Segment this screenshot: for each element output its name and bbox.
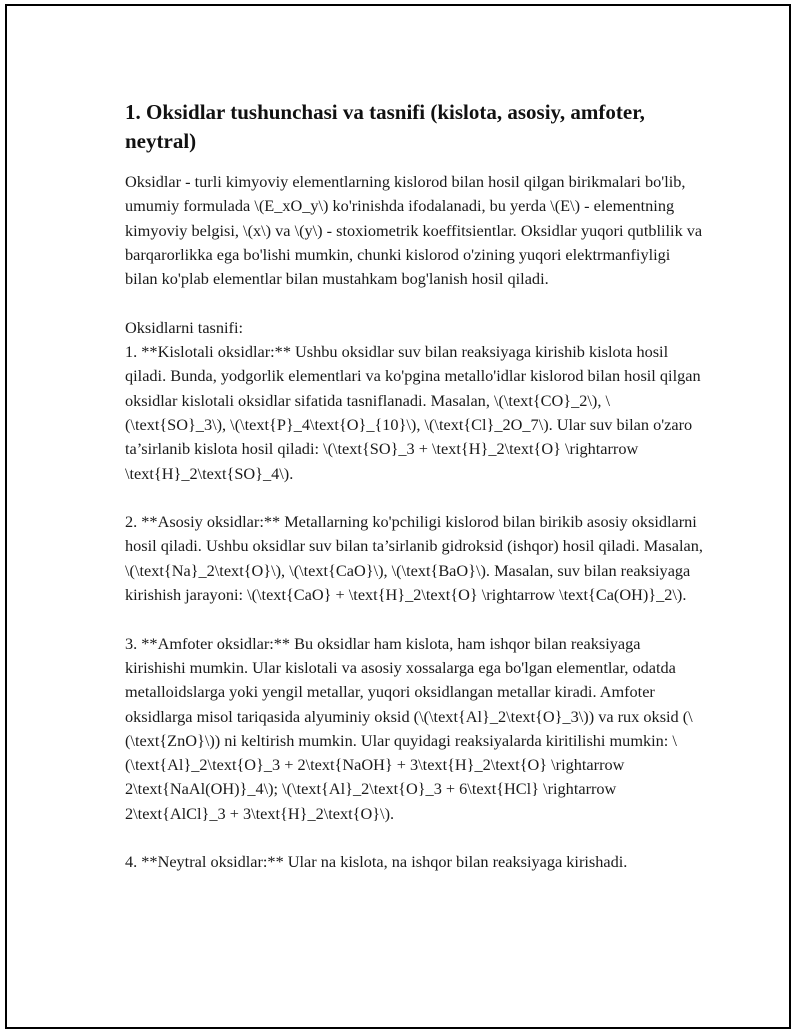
page-frame [5,4,791,1029]
section-heading: 1. Oksidlar tushunchasi va tasnifi (kislota, asosiy, amfoter, neytral) [125,100,645,153]
neutral-oxides-item: 4. **Neytral oksidlar:** Ular na kislota, na ishqor bilan reaksiyaga kirishadi. [125,852,628,872]
acidic-oxides-item: 1. **Kislotali oksidlar:** Ushbu oksidlar suv bilan reaksiyaga kirishib kislota hosil qiladi. Bunda, yodgorlik elementlari va ko'pgina metallo'idlar kislorod bilan hosil qilgan oksidlar kislotali oksidlar sifatida tasniflanadi. Masalan, \(\text{CO}_2\), \(\text{SO}_3\), \(\text{P}_4\text{O}_{10}\), \(\text{Cl}_2O_7\). Ular suv bilan o'zaro ta’sirlanib kislota hosil qiladi: \(\text{SO}_3 + \text{H}_2\text{O} \rightarrow \text{H}_2\text{SO}_4\). [125,342,701,483]
classification-title: Oksidlarni tasnifi: [125,317,244,337]
paragraph-gap [125,291,705,315]
amphoteric-oxides-item: 3. **Amfoter oksidlar:** Bu oksidlar ham kislota, ham ishqor bilan reaksiyaga kirishishi mumkin. Ular kislotali va asosiy xossalarga ega bo'lgan elementlar, odatda metalloidslarga yoki yengil metallar, yuqori oksidlangan metallar kiradi. Amfoter oksidlarga misol tariqasida alyuminiy oksid (\(\text{Al}_2\text{O}_3\)) va rux oksid (\(\text{ZnO}\)) ni keltirish mumkin. Ular quyidagi reaksiyalarda kiritilishi mumkin: \(\text{Al}_2\text{O}_3 + 2\text{NaOH} + 3\text{H}_2\text{O} \rightarrow 2\text{NaAl(OH)}_4\); \(\text{Al}_2\text{O}_3 + 6\text{HCl} \rightarrow 2\text{AlCl}_3 + 3\text{H}_2\text{O}\). [125,633,693,823]
paragraph-gap [125,826,705,850]
basic-oxides-item: 2. **Asosiy oksidlar:** Metallarning ko'pchiligi kislorod bilan birikib asosiy oksidlarni hosil qiladi. Ushbu oksidlar suv bilan ta’sirlanib gidroksid (ishqor) hosil qiladi. Masalan, \(\text{Na}_2\text{O}\), \(\text{CaO}\), \(\text{BaO}\). Masalan, suv bilan reaksiyaga kirishish jarayoni: \(\text{CaO} + \text{H}_2\text{O} \rightarrow \text{Ca(OH)}_2\). [125,512,703,605]
paragraph-gap [125,607,705,631]
intro-paragraph: Oksidlar - turli kimyoviy elementlarning kislorod bilan hosil qilgan birikmalari bo'lib, umumiy formulada \(E_xO_y\) ko'rinishda ifodalanadi, bu yerda \(E\) - elementning kimyoviy belgisi, \(x\) va \(y\) - stoxiometrik koeffitsientlar. Oksidlar yuqori qutblilik va barqarorlikka ega bo'lishi mumkin, chunki kislorod o'zining yuqori elektrmanfiyligi bilan ko'plab elementlar bilan mustahkam bog'lanish hosil qiladi. [125,172,703,289]
document-body [125,98,705,875]
paragraph-gap [125,486,705,510]
